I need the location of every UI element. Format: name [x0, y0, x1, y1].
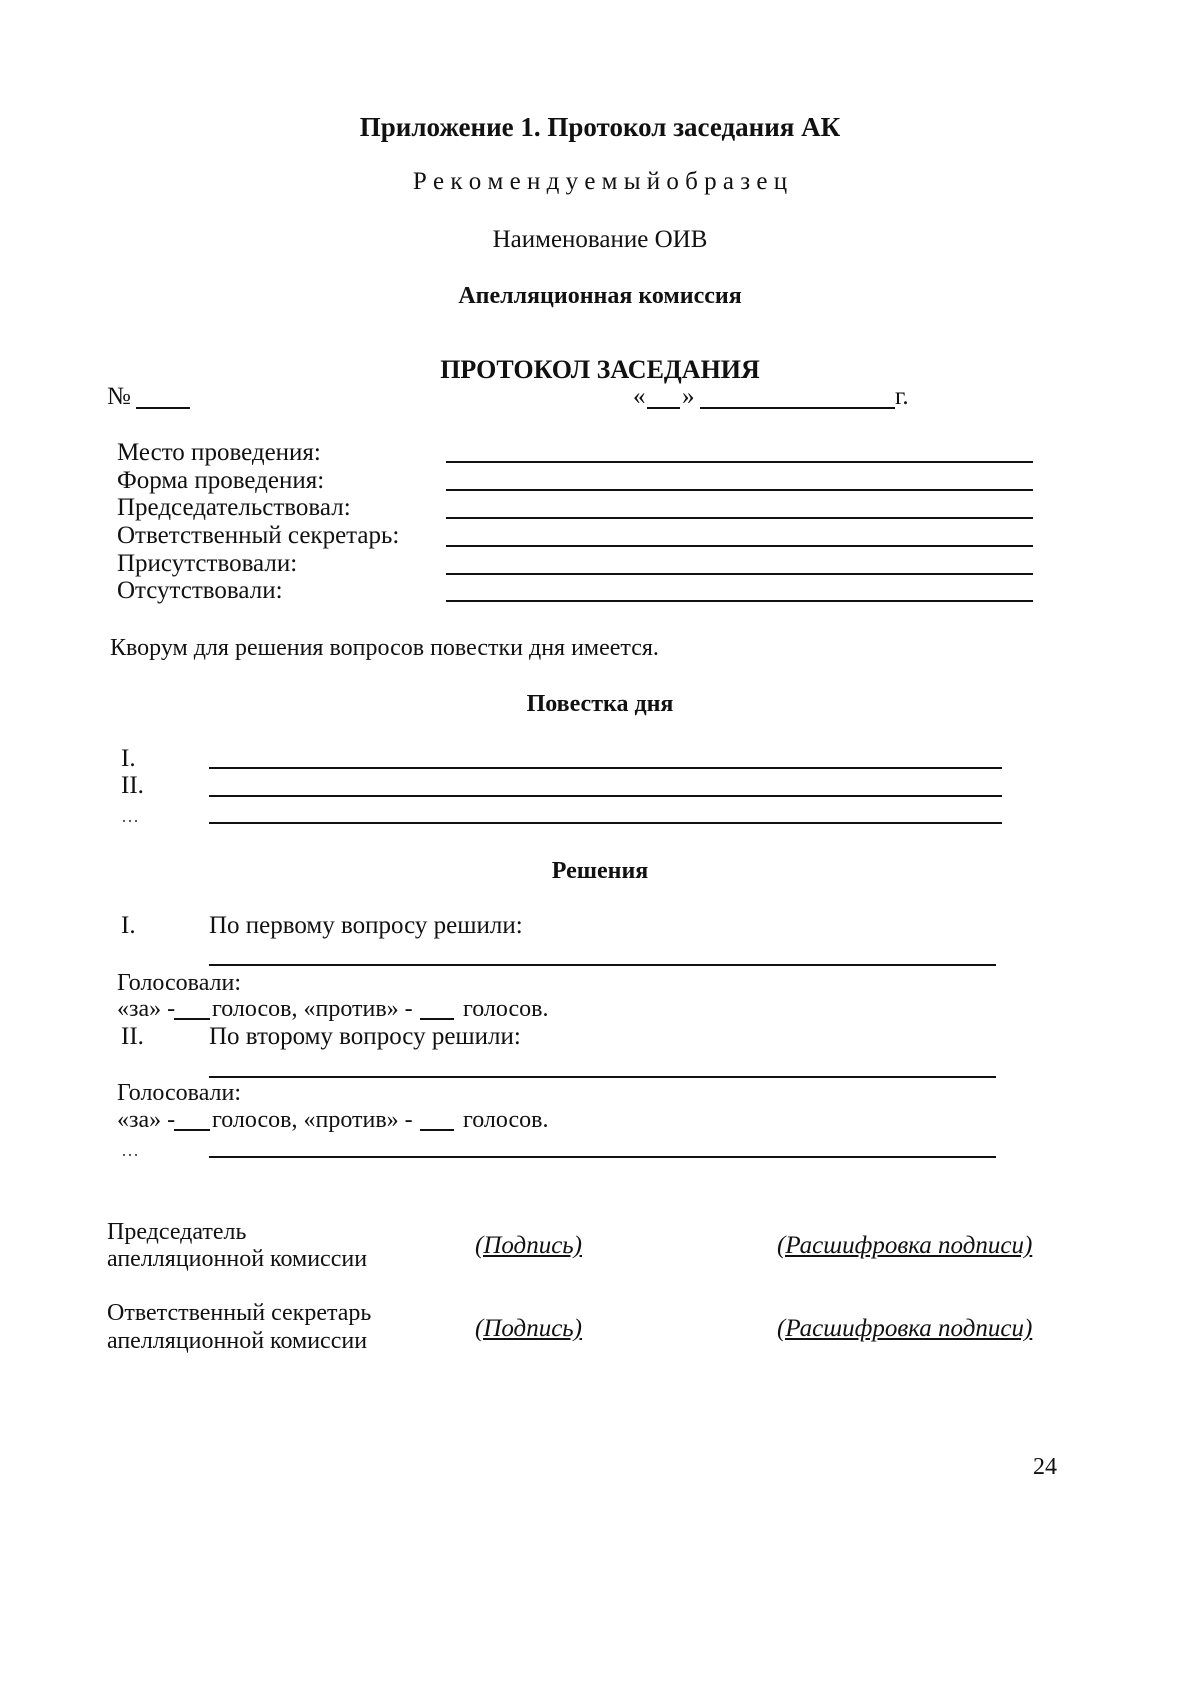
decision-number: II.: [121, 1023, 144, 1050]
vote-against-label: голосов, «против» -: [212, 996, 413, 1022]
signature-field: (Подпись): [475, 1232, 582, 1259]
decision-number: I.: [121, 912, 136, 939]
signature-field: (Подпись): [475, 1315, 582, 1342]
field-chair-label: Председательствовал:: [117, 494, 351, 521]
date-year-suffix: г.: [895, 383, 909, 410]
signature-decoding-field: (Расшифровка подписи): [777, 1315, 1033, 1342]
vote-for-blank: [174, 1018, 210, 1020]
vote-end-label: голосов.: [463, 996, 549, 1022]
number-blank: [136, 407, 190, 409]
quorum-text: Кворум для решения вопросов повестки дня имеется.: [110, 635, 659, 661]
decision-text: По второму вопросу решили:: [209, 1023, 521, 1050]
field-place-label: Место проведения:: [117, 439, 321, 466]
vote-for-blank: [174, 1129, 210, 1131]
vote-for-label: «за» -: [117, 1107, 176, 1133]
protocol-title: ПРОТОКОЛ ЗАСЕДАНИЯ: [440, 355, 760, 384]
field-secretary-blank: [446, 545, 1033, 547]
decision-text: По первому вопросу решили:: [209, 912, 523, 939]
vote-against-label: голосов, «против» -: [212, 1107, 413, 1133]
vote-against-blank: [420, 1018, 454, 1020]
signature-decoding-field: (Расшифровка подписи): [777, 1232, 1033, 1259]
date-month-blank: [700, 407, 895, 409]
page-number: 24: [1033, 1454, 1057, 1480]
field-present-blank: [446, 573, 1033, 575]
voted-label: Голосовали:: [117, 970, 242, 996]
field-form-blank: [446, 489, 1033, 491]
signature-role-line1: Председатель: [107, 1219, 247, 1245]
agenda-item-blank: [209, 822, 1002, 824]
agenda-item-number: …: [121, 806, 139, 826]
agenda-title: Повестка дня: [526, 691, 674, 717]
decision-more-blank: [209, 1156, 996, 1158]
decision-blank: [209, 1076, 996, 1078]
appendix-title: Приложение 1. Протокол заседания АК: [359, 112, 841, 142]
agenda-item-number: I.: [121, 745, 136, 772]
field-place-blank: [446, 461, 1033, 463]
field-chair-blank: [446, 517, 1033, 519]
decisions-title: Решения: [551, 858, 649, 884]
field-form-label: Форма проведения:: [117, 467, 325, 494]
org-name: Наименование ОИВ: [492, 226, 708, 253]
field-absent-blank: [446, 600, 1033, 602]
decision-blank: [209, 964, 996, 966]
date-open-quote: «: [633, 383, 646, 410]
agenda-item-blank: [209, 795, 1002, 797]
decisions-more: …: [121, 1140, 139, 1160]
field-absent-label: Отсутствовали:: [117, 577, 283, 604]
number-label: №: [107, 383, 131, 410]
vote-against-blank: [420, 1129, 454, 1131]
agenda-item-number: II.: [121, 772, 144, 799]
agenda-item-blank: [209, 767, 1002, 769]
vote-for-label: «за» -: [117, 996, 176, 1022]
vote-end-label: голосов.: [463, 1107, 549, 1133]
date-close-quote: »: [682, 383, 695, 410]
signature-role-line2: апелляционной комиссии: [107, 1328, 368, 1354]
field-present-label: Присутствовали:: [117, 550, 298, 577]
sample-label: Р е к о м е н д у е м ы й о б р а з е ц: [412, 168, 788, 195]
signature-role-line1: Ответственный секретарь: [107, 1300, 372, 1326]
commission-name: Апелляционная комиссия: [458, 283, 742, 309]
date-day-blank: [647, 407, 680, 409]
signature-role-line2: апелляционной комиссии: [107, 1246, 368, 1272]
voted-label: Голосовали:: [117, 1080, 242, 1106]
field-secretary-label: Ответственный секретарь:: [117, 522, 400, 549]
